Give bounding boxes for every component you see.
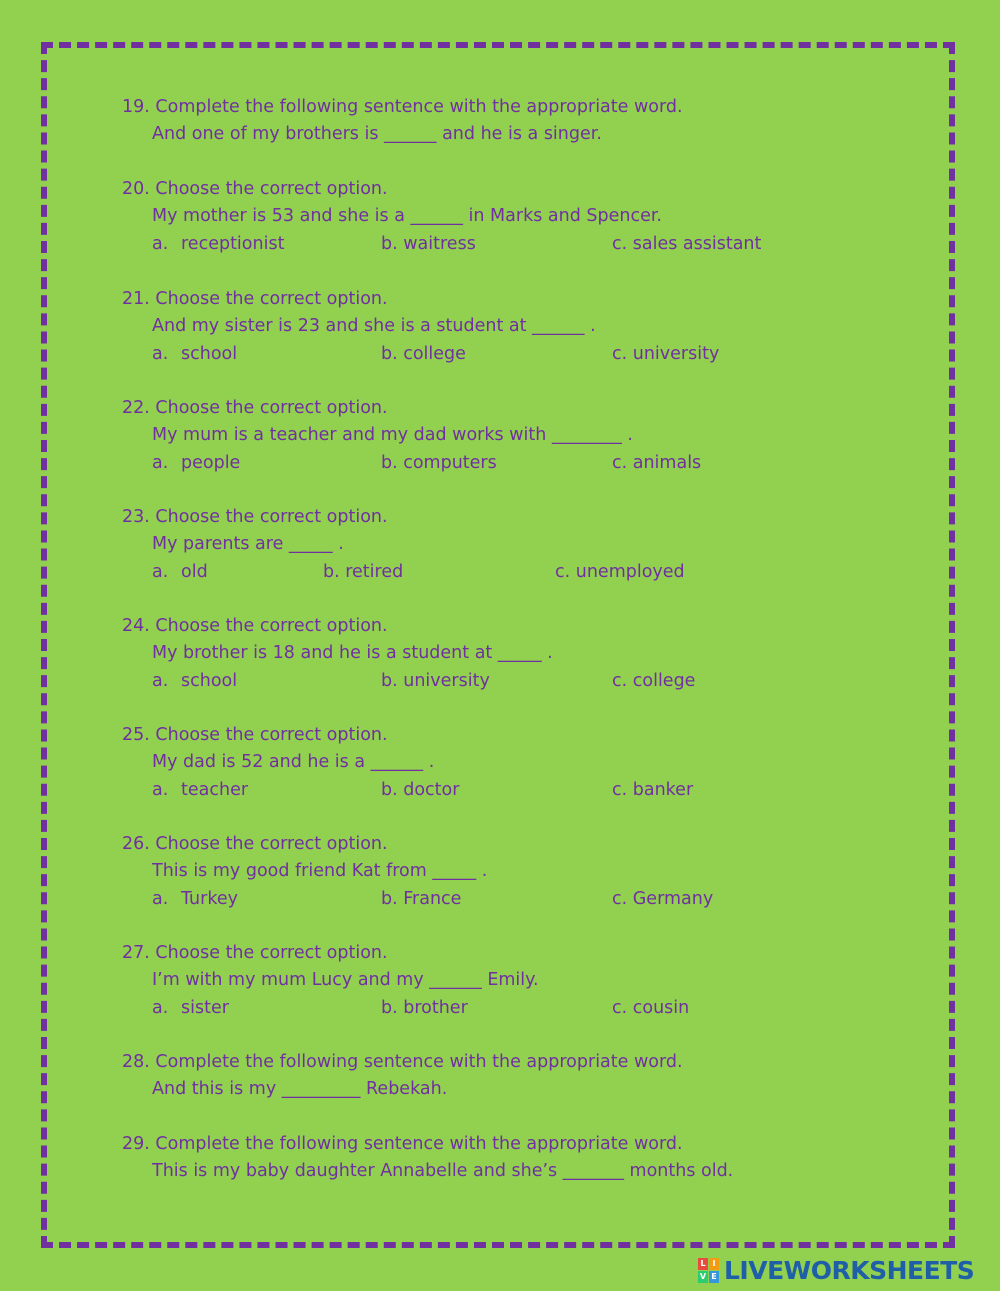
badge-letter: L: [698, 1258, 708, 1270]
badge-letter: E: [709, 1271, 719, 1283]
question-title: 25. Choose the correct option.: [122, 725, 388, 745]
question-title: 22. Choose the correct option.: [122, 398, 388, 418]
question-title: 28. Complete the following sentence with the appropriate word.: [122, 1052, 683, 1072]
option-c[interactable]: c. unemployed: [555, 562, 685, 582]
question-sentence: And this is my _________ Rebekah.: [152, 1079, 448, 1099]
question-sentence: My parents are _____ .: [152, 534, 344, 554]
option-a[interactable]: a. Turkey: [152, 889, 238, 909]
option-c[interactable]: c. sales assistant: [612, 234, 762, 254]
option-b[interactable]: b. computers: [381, 453, 497, 473]
option-c[interactable]: c. cousin: [612, 998, 690, 1018]
question-sentence: And my sister is 23 and she is a student at ______ .: [152, 316, 596, 336]
option-c[interactable]: c. Germany: [612, 889, 714, 909]
option-a[interactable]: a. school: [152, 344, 238, 364]
liveworksheets-logo: [698, 1256, 994, 1286]
question-title: 23. Choose the correct option.: [122, 507, 388, 527]
question-title: 27. Choose the correct option.: [122, 943, 388, 963]
question-title: 24. Choose the correct option.: [122, 616, 388, 636]
option-b[interactable]: b. university: [381, 671, 490, 691]
option-c[interactable]: c. university: [612, 344, 720, 364]
option-b[interactable]: b. college: [381, 344, 466, 364]
live-badge-icon: [698, 1258, 720, 1284]
question-sentence: My mum is a teacher and my dad works with ________ .: [152, 425, 633, 445]
logo-text: LIVEWORKSHEETS: [724, 1256, 975, 1285]
question-title: 19. Complete the following sentence with the appropriate word.: [122, 97, 683, 117]
badge-letter: I: [709, 1258, 719, 1270]
question-title: 20. Choose the correct option.: [122, 179, 388, 199]
option-a[interactable]: a. old: [152, 562, 208, 582]
option-a[interactable]: a. teacher: [152, 780, 249, 800]
option-b[interactable]: b. waitress: [381, 234, 476, 254]
option-c[interactable]: c. animals: [612, 453, 702, 473]
option-c[interactable]: c. banker: [612, 780, 694, 800]
question-sentence: And one of my brothers is ______ and he is a singer.: [152, 124, 602, 144]
question-sentence: This is my good friend Kat from _____ .: [152, 861, 488, 881]
option-a[interactable]: a. sister: [152, 998, 229, 1018]
option-b[interactable]: b. retired: [323, 562, 404, 582]
option-a[interactable]: a. receptionist: [152, 234, 285, 254]
question-sentence: This is my baby daughter Annabelle and she’s _______ months old.: [152, 1161, 734, 1181]
option-a[interactable]: a. school: [152, 671, 238, 691]
option-a[interactable]: a. people: [152, 453, 241, 473]
question-title: 21. Choose the correct option.: [122, 289, 388, 309]
option-c[interactable]: c. college: [612, 671, 696, 691]
question-sentence: My dad is 52 and he is a ______ .: [152, 752, 435, 772]
option-b[interactable]: b. brother: [381, 998, 468, 1018]
question-sentence: My brother is 18 and he is a student at _____ .: [152, 643, 553, 663]
badge-letter: V: [699, 1272, 707, 1281]
question-sentence: I’m with my mum Lucy and my ______ Emily.: [152, 970, 539, 990]
question-title: 26. Choose the correct option.: [122, 834, 388, 854]
option-b[interactable]: b. doctor: [381, 780, 460, 800]
option-b[interactable]: b. France: [381, 889, 462, 909]
question-sentence: My mother is 53 and she is a ______ in Marks and Spencer.: [152, 206, 662, 226]
question-title: 29. Complete the following sentence with the appropriate word.: [122, 1134, 683, 1154]
